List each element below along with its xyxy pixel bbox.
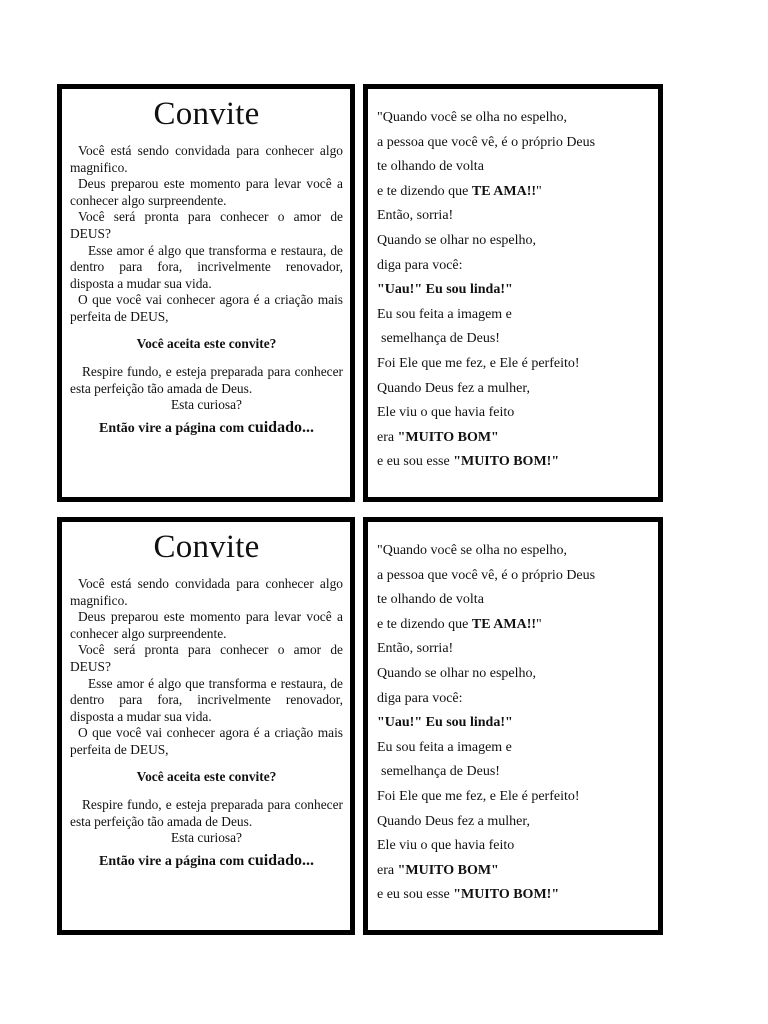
- poem-text: e eu sou esse: [377, 454, 454, 470]
- invitation-title: Convite: [153, 96, 260, 132]
- invitation-paragraph: Respire fundo, e esteja preparada para conhecer esta perfeição tão amada de Deus.: [70, 364, 343, 396]
- invitation-question: Você aceita este convite?: [136, 335, 277, 351]
- invitation-title: Convite: [153, 529, 260, 565]
- poem-line: Quando se olhar no espelho,: [377, 232, 537, 248]
- invitation-closing: [70, 420, 343, 438]
- poem-emphasis: TE AMA!!: [471, 616, 537, 632]
- poem-text: e eu sou esse: [377, 887, 454, 903]
- poem-emphasis: "Uau!" Eu sou linda!": [377, 715, 513, 731]
- poem-card-bottom: [363, 517, 663, 935]
- closing-emphasis: cuidado...: [247, 851, 314, 869]
- invitation-paragraph: Esse amor é algo que transforma e restaura, de dentro para fora, incrivelmente renovador, disposta a mudar sua vida.: [70, 675, 343, 724]
- invitation-paragraph: Você está sendo convidada para conhecer algo magnifico.: [70, 576, 343, 608]
- poem-emphasis: "MUITO BOM!": [453, 454, 560, 470]
- poem-line: Quando Deus fez a mulher,: [377, 813, 530, 829]
- invitation-paragraph: Deus preparou este momento para levar você a conhecer algo surpreendente.: [70, 609, 343, 641]
- poem-line: Ele viu o que havia feito: [377, 838, 515, 854]
- poem-text: era: [377, 862, 398, 878]
- poem-text: e te dizendo que: [377, 183, 472, 199]
- poem-line: Eu sou feita a imagem e: [377, 306, 512, 322]
- poem-line: te olhando de volta: [377, 592, 484, 608]
- poem-line: a pessoa que você vê, é o próprio Deus: [377, 134, 596, 150]
- invitation-card-bottom: [57, 517, 355, 935]
- poem-line: Foi Ele que me fez, e Ele é perfeito!: [377, 355, 580, 371]
- poem-line: diga para você:: [377, 257, 463, 273]
- poem-text: ": [536, 616, 542, 632]
- poem-line: Então, sorria!: [377, 641, 454, 657]
- poem-line: [377, 859, 658, 884]
- poem-line: Então, sorria!: [377, 208, 454, 224]
- invitation-paragraph: O que você vai conhecer agora é a criação mais perfeita de DEUS,: [70, 292, 343, 324]
- closing-emphasis: cuidado...: [247, 418, 314, 436]
- invitation-closing: [70, 853, 343, 871]
- poem-line: Foi Ele que me fez, e Ele é perfeito!: [377, 788, 580, 804]
- invitation-paragraph: Deus preparou este momento para levar você a conhecer algo surpreendente.: [70, 176, 343, 208]
- poem-line: Quando se olhar no espelho,: [377, 665, 537, 681]
- poem-line: te olhando de volta: [377, 159, 484, 175]
- invitation-paragraph: Você será pronta para conhecer o amor de DEUS?: [70, 642, 343, 674]
- poem-emphasis: TE AMA!!: [471, 183, 537, 199]
- poem-line: a pessoa que você vê, é o próprio Deus: [377, 567, 596, 583]
- poem-line: Quando Deus fez a mulher,: [377, 380, 530, 396]
- poem-line: semelhança de Deus!: [381, 331, 500, 347]
- poem-line: "Quando você se olha no espelho,: [377, 110, 567, 125]
- poem-line: Ele viu o que havia feito: [377, 405, 515, 421]
- poem-line: [377, 883, 658, 908]
- poem-line: [377, 426, 658, 451]
- invitation-card-top: [57, 84, 355, 502]
- poem-text: ": [536, 183, 542, 199]
- invitation-question: Você aceita este convite?: [136, 768, 277, 784]
- poem-line: [377, 613, 658, 638]
- poem-emphasis: "MUITO BOM": [397, 862, 499, 878]
- poem-text: era: [377, 429, 398, 445]
- poem-line: [377, 450, 658, 475]
- poem-line: [377, 711, 658, 736]
- poem-line: [377, 180, 658, 205]
- invitation-paragraph: Esta curiosa?: [170, 397, 242, 413]
- poem-emphasis: "MUITO BOM": [397, 429, 499, 445]
- poem-text: e te dizendo que: [377, 616, 472, 632]
- poem-line: "Quando você se olha no espelho,: [377, 543, 567, 558]
- poem-line: semelhança de Deus!: [381, 764, 500, 780]
- closing-text: Então vire a página com: [99, 853, 248, 869]
- invitation-paragraph: Você está sendo convidada para conhecer algo magnifico.: [70, 143, 343, 175]
- poem-card-top: [363, 84, 663, 502]
- poem-emphasis: "MUITO BOM!": [453, 887, 560, 903]
- closing-text: Então vire a página com: [99, 420, 248, 436]
- poem-line: diga para você:: [377, 690, 463, 706]
- poem-line: Eu sou feita a imagem e: [377, 739, 512, 755]
- invitation-paragraph: Respire fundo, e esteja preparada para conhecer esta perfeição tão amada de Deus.: [70, 797, 343, 829]
- invitation-paragraph: O que você vai conhecer agora é a criação mais perfeita de DEUS,: [70, 725, 343, 757]
- invitation-paragraph: Esse amor é algo que transforma e restaura, de dentro para fora, incrivelmente renovador, disposta a mudar sua vida.: [70, 242, 343, 291]
- invitation-paragraph: Você será pronta para conhecer o amor de DEUS?: [70, 209, 343, 241]
- invitation-paragraph: Esta curiosa?: [170, 830, 242, 846]
- poem-line: [377, 278, 658, 303]
- poem-emphasis: "Uau!" Eu sou linda!": [377, 282, 513, 298]
